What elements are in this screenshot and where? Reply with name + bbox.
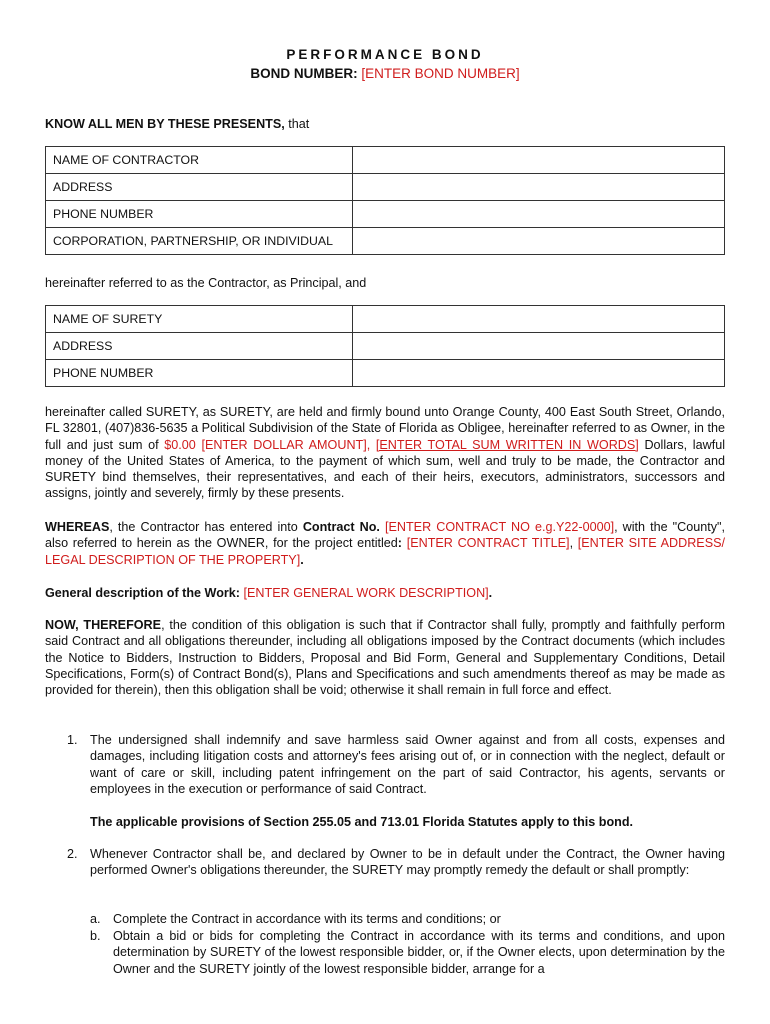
general-description-label: General description of the Work: xyxy=(45,586,241,600)
list-item-text: Whenever Contractor shall be, and declared by Owner to be in default under the Contract, the Owner having performed Owner's obligations thereunder, the SURETY may promptly remedy the default or shall promptly: xyxy=(90,847,725,878)
surety-para-text-2: Dollars, lawful money of the United States of America, to the payment of which sum, well and truly to be made, the Contractor and SURETY bind themselves, their representatives, and each of their heirs, executors, administrators, successors and assigns, jointly and severely, firmly by these presents. xyxy=(45,437,725,501)
contractor-address-field[interactable] xyxy=(353,174,725,201)
surety-name-field[interactable] xyxy=(353,306,725,333)
contract-title-field[interactable]: [ENTER CONTRACT TITLE] xyxy=(406,536,570,551)
bond-number-field[interactable]: [ENTER BOND NUMBER] xyxy=(361,66,520,81)
sub-list-item-letter: a. xyxy=(90,912,101,926)
document-title: PERFORMANCE BOND xyxy=(286,47,484,62)
list-item xyxy=(67,846,725,879)
surety-address-label: ADDRESS xyxy=(46,333,353,360)
contractor-table xyxy=(45,146,725,255)
surety-phone-label: PHONE NUMBER xyxy=(46,360,353,387)
list-item-text: The undersigned shall indemnify and save harmless said Owner against and from all costs, expenses and damages, including litigation costs and attorney's fees arising out of, or in connection with the neglect, default or want of care or skill, including patent infringement on the part of said Contractor, his agents, servants or employees in the execution or performance of said Contract. xyxy=(90,733,725,796)
contract-number-field[interactable]: [ENTER CONTRACT NO e.g.Y22-0000] xyxy=(385,520,615,534)
intro-rest: that xyxy=(284,117,310,131)
whereas-text-5: , xyxy=(569,536,578,551)
table-row xyxy=(46,228,725,255)
list-item xyxy=(67,732,725,797)
whereas-end: . xyxy=(300,552,304,567)
whereas-label: WHEREAS xyxy=(45,520,110,534)
principal-text: hereinafter referred to as the Contractor, as Principal, and xyxy=(45,276,367,290)
dollar-amount-field[interactable]: $0.00 [ENTER DOLLAR AMOUNT], xyxy=(164,437,371,452)
sub-list-item xyxy=(90,911,725,927)
bond-number-label: BOND NUMBER: xyxy=(250,66,358,81)
surety-phone-field[interactable] xyxy=(353,360,725,387)
table-row xyxy=(46,306,725,333)
table-row xyxy=(46,333,725,360)
table-row xyxy=(46,360,725,387)
contractor-type-label: CORPORATION, PARTNERSHIP, OR INDIVIDUAL xyxy=(46,228,353,255)
whereas-text-3: , with the "County", also referred to herein as the OWNER, for the project entitled xyxy=(45,520,725,551)
whereas-text-1: , the Contractor has entered into xyxy=(109,520,303,534)
list-item-number: 2. xyxy=(67,847,78,861)
contractor-name-label: NAME OF CONTRACTOR xyxy=(46,147,353,174)
written-amount-field[interactable]: [ENTER TOTAL SUM WRITTEN IN WORDS] xyxy=(375,437,639,452)
bond-number-line xyxy=(0,66,770,81)
surety-name-label: NAME OF SURETY xyxy=(46,306,353,333)
now-therefore-text: , the condition of this obligation is such that if Contractor shall fully, promptly and faithfully perform said Contract and all obligations thereunder, including all obligations imposed by the Contract documents (which includes the Notice to Bidders, Instruction to Bidders, Proposal and Bid Form, General and Supplementary Conditions, Detail Specifications, Form(s) of Contract Bond(s), Plans and Specifications and such amendments thereof as may be made as provided for therein), then this obligation shall be void; otherwise it shall remain in full force and effect. xyxy=(45,618,725,698)
table-row xyxy=(46,174,725,201)
sub-list-item-text: Complete the Contract in accordance with its terms and conditions; or xyxy=(113,912,501,926)
intro-line xyxy=(45,116,725,132)
sub-list-item-text: Obtain a bid or bids for completing the Contract in accordance with its terms and conditions, and upon determination by SURETY of the lowest responsible bidder, or, if the Owner elects, upon determination by the Owner and the SURETY jointly of the lowest responsible bidder, arrange for a xyxy=(113,929,725,976)
contract-no-label: Contract No. xyxy=(302,520,380,534)
surety-table xyxy=(45,305,725,387)
table-row xyxy=(46,147,725,174)
table-row xyxy=(46,201,725,228)
general-description-end: . xyxy=(488,586,493,600)
contractor-phone-label: PHONE NUMBER xyxy=(46,201,353,228)
surety-address-field[interactable] xyxy=(353,333,725,360)
now-therefore-paragraph xyxy=(45,617,725,698)
general-description xyxy=(45,585,725,601)
site-address-field[interactable]: [ENTER SITE ADDRESS/ LEGAL DESCRIPTION OF THE PROPERTY] xyxy=(45,536,726,567)
sub-list-item-letter: b. xyxy=(90,929,101,943)
contractor-phone-field[interactable] xyxy=(353,201,725,228)
contractor-type-field[interactable] xyxy=(353,228,725,255)
now-therefore-label: NOW, THEREFORE xyxy=(45,618,162,632)
work-description-field[interactable]: [ENTER GENERAL WORK DESCRIPTION] xyxy=(243,586,489,600)
surety-para-text-1: hereinafter called SURETY, as SURETY, are held and firmly bound unto Orange County, 400 East South Street, Orlando, FL 32801, (407)836-5635 a Political Subdivision of the State of Florida as Obligee, hereinafter referred to as Owner, in the full and just sum of xyxy=(45,405,725,452)
whereas-colon: : xyxy=(397,536,402,551)
contractor-name-field[interactable] xyxy=(353,147,725,174)
whereas-paragraph xyxy=(45,519,725,568)
contractor-address-label: ADDRESS xyxy=(46,174,353,201)
statute-note: The applicable provisions of Section 255.05 and 713.01 Florida Statutes apply to this bond. xyxy=(90,815,634,829)
intro-bold: KNOW ALL MEN BY THESE PRESENTS, xyxy=(45,117,285,131)
surety-paragraph xyxy=(45,404,725,502)
list-item-number: 1. xyxy=(67,733,78,747)
sub-list-item xyxy=(90,928,725,977)
